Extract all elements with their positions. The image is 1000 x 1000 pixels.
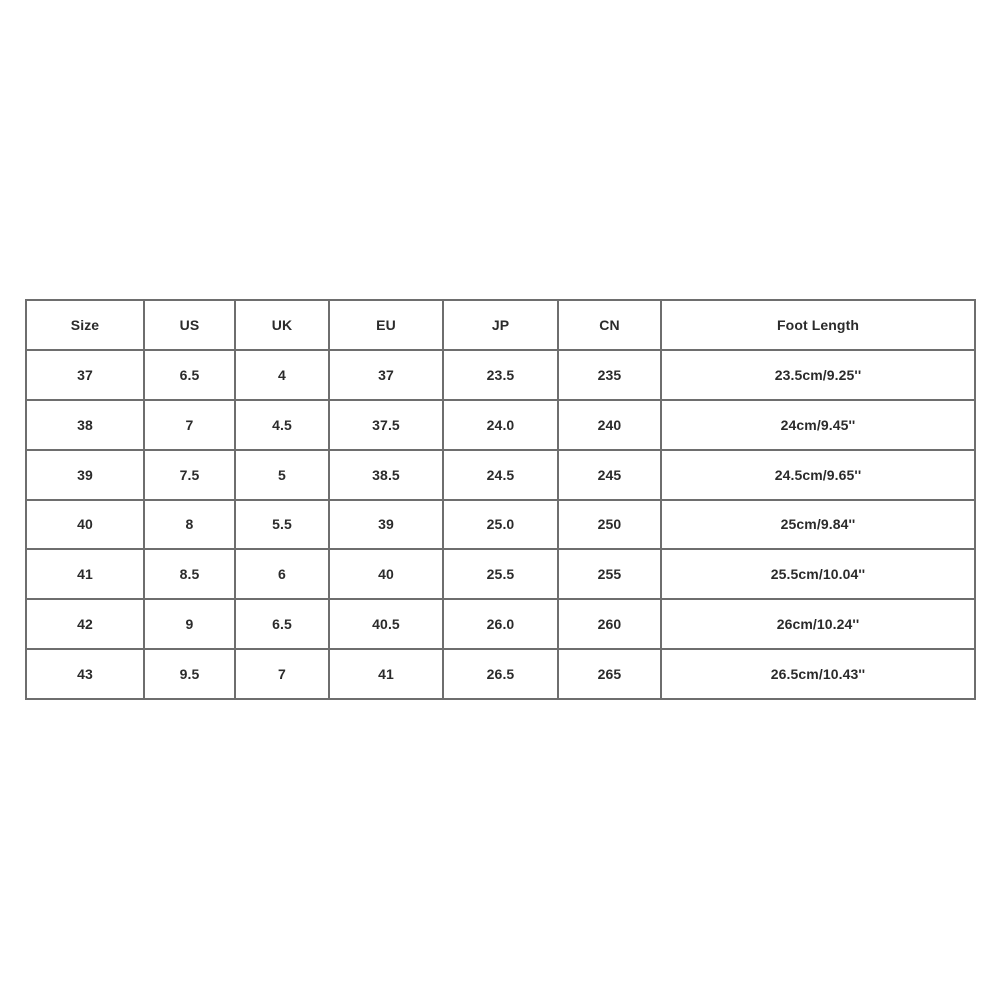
cell-foot-length: 24.5cm/9.65'' — [661, 450, 975, 500]
header-jp: JP — [443, 300, 558, 350]
cell-size: 39 — [26, 450, 144, 500]
cell-uk: 6 — [235, 549, 329, 599]
cell-eu: 40 — [329, 549, 443, 599]
cell-eu: 40.5 — [329, 599, 443, 649]
cell-jp: 25.5 — [443, 549, 558, 599]
cell-jp: 24.0 — [443, 400, 558, 450]
cell-foot-length: 25cm/9.84'' — [661, 500, 975, 550]
cell-jp: 26.0 — [443, 599, 558, 649]
cell-uk: 5.5 — [235, 500, 329, 550]
cell-cn: 240 — [558, 400, 661, 450]
cell-uk: 6.5 — [235, 599, 329, 649]
table-row — [26, 400, 975, 450]
cell-jp: 23.5 — [443, 350, 558, 400]
cell-cn: 260 — [558, 599, 661, 649]
cell-cn: 250 — [558, 500, 661, 550]
cell-size: 37 — [26, 350, 144, 400]
cell-cn: 245 — [558, 450, 661, 500]
cell-size: 41 — [26, 549, 144, 599]
cell-us: 9 — [144, 599, 235, 649]
cell-eu: 37.5 — [329, 400, 443, 450]
table-row — [26, 549, 975, 599]
header-us: US — [144, 300, 235, 350]
cell-size: 38 — [26, 400, 144, 450]
table-row — [26, 350, 975, 400]
cell-foot-length: 24cm/9.45'' — [661, 400, 975, 450]
header-cn: CN — [558, 300, 661, 350]
table-row — [26, 450, 975, 500]
table-row — [26, 500, 975, 550]
header-eu: EU — [329, 300, 443, 350]
cell-foot-length: 25.5cm/10.04'' — [661, 549, 975, 599]
cell-size: 43 — [26, 649, 144, 699]
header-foot-length: Foot Length — [661, 300, 975, 350]
table-header-row — [26, 300, 975, 350]
cell-us: 8.5 — [144, 549, 235, 599]
cell-eu: 38.5 — [329, 450, 443, 500]
cell-eu: 41 — [329, 649, 443, 699]
cell-us: 7 — [144, 400, 235, 450]
cell-foot-length: 26cm/10.24'' — [661, 599, 975, 649]
cell-jp: 26.5 — [443, 649, 558, 699]
cell-foot-length: 26.5cm/10.43'' — [661, 649, 975, 699]
header-size: Size — [26, 300, 144, 350]
cell-jp: 25.0 — [443, 500, 558, 550]
cell-uk: 4.5 — [235, 400, 329, 450]
cell-us: 9.5 — [144, 649, 235, 699]
cell-jp: 24.5 — [443, 450, 558, 500]
table-row — [26, 599, 975, 649]
cell-size: 42 — [26, 599, 144, 649]
cell-foot-length: 23.5cm/9.25'' — [661, 350, 975, 400]
table-row — [26, 649, 975, 699]
cell-cn: 235 — [558, 350, 661, 400]
cell-size: 40 — [26, 500, 144, 550]
cell-uk: 4 — [235, 350, 329, 400]
cell-uk: 5 — [235, 450, 329, 500]
size-chart-table — [25, 299, 976, 700]
cell-cn: 255 — [558, 549, 661, 599]
cell-cn: 265 — [558, 649, 661, 699]
cell-us: 8 — [144, 500, 235, 550]
cell-eu: 39 — [329, 500, 443, 550]
cell-us: 7.5 — [144, 450, 235, 500]
cell-us: 6.5 — [144, 350, 235, 400]
cell-eu: 37 — [329, 350, 443, 400]
cell-uk: 7 — [235, 649, 329, 699]
header-uk: UK — [235, 300, 329, 350]
